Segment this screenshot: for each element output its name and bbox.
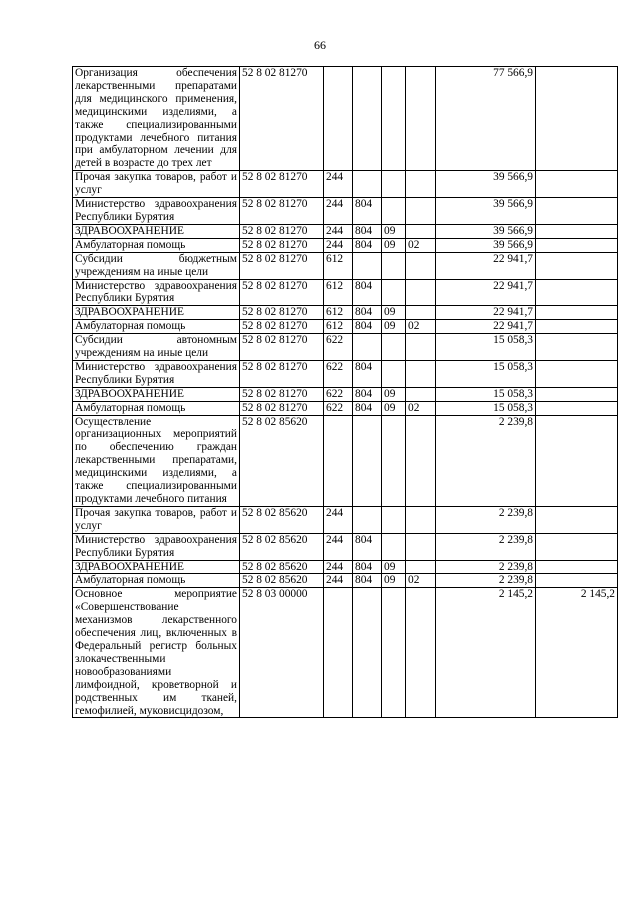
amount-first-year: 15 058,3 bbox=[436, 387, 536, 401]
page-number: 66 bbox=[314, 38, 326, 52]
ministry-code bbox=[353, 415, 382, 506]
amount-second-year bbox=[536, 320, 618, 334]
row-name: Амбулаторная помощь bbox=[73, 574, 240, 588]
amount-second-year bbox=[536, 560, 618, 574]
expense-type-code: 622 bbox=[324, 360, 353, 387]
amount-second-year bbox=[536, 533, 618, 560]
amount-first-year: 2 145,2 bbox=[436, 588, 536, 718]
expense-type-code: 244 bbox=[324, 533, 353, 560]
expense-type-code: 244 bbox=[324, 198, 353, 225]
subsection-code bbox=[406, 533, 436, 560]
budget-table bbox=[72, 66, 618, 718]
amount-first-year: 39 566,9 bbox=[436, 224, 536, 238]
target-article-code: 52 8 02 85620 bbox=[240, 506, 324, 533]
amount-second-year bbox=[536, 334, 618, 361]
target-article-code: 52 8 03 00000 bbox=[240, 588, 324, 718]
row-name: Амбулаторная помощь bbox=[73, 401, 240, 415]
section-code: 09 bbox=[382, 238, 406, 252]
row-name: ЗДРАВООХРАНЕНИЕ bbox=[73, 387, 240, 401]
table-row bbox=[73, 279, 618, 306]
amount-first-year: 15 058,3 bbox=[436, 401, 536, 415]
row-name: Амбулаторная помощь bbox=[73, 238, 240, 252]
target-article-code: 52 8 02 81270 bbox=[240, 198, 324, 225]
subsection-code bbox=[406, 279, 436, 306]
ministry-code bbox=[353, 252, 382, 279]
amount-second-year bbox=[536, 67, 618, 171]
row-name: ЗДРАВООХРАНЕНИЕ bbox=[73, 306, 240, 320]
ministry-code bbox=[353, 588, 382, 718]
amount-first-year: 22 941,7 bbox=[436, 320, 536, 334]
amount-first-year: 77 566,9 bbox=[436, 67, 536, 171]
amount-second-year: 2 145,2 bbox=[536, 588, 618, 718]
expense-type-code: 244 bbox=[324, 560, 353, 574]
table-row bbox=[73, 360, 618, 387]
expense-type-code: 244 bbox=[324, 506, 353, 533]
expense-type-code: 622 bbox=[324, 387, 353, 401]
amount-second-year bbox=[536, 224, 618, 238]
table-row bbox=[73, 320, 618, 334]
amount-second-year bbox=[536, 401, 618, 415]
amount-first-year: 2 239,8 bbox=[436, 506, 536, 533]
ministry-code: 804 bbox=[353, 401, 382, 415]
ministry-code: 804 bbox=[353, 574, 382, 588]
ministry-code bbox=[353, 67, 382, 171]
row-name: Министерство здравоохранения Республики Бурятия bbox=[73, 279, 240, 306]
subsection-code: 02 bbox=[406, 320, 436, 334]
amount-second-year bbox=[536, 506, 618, 533]
ministry-code: 804 bbox=[353, 360, 382, 387]
amount-second-year bbox=[536, 387, 618, 401]
subsection-code bbox=[406, 560, 436, 574]
target-article-code: 52 8 02 85620 bbox=[240, 415, 324, 506]
row-name: Субсидии автономным учреждениям на иные цели bbox=[73, 334, 240, 361]
amount-second-year bbox=[536, 306, 618, 320]
expense-type-code: 244 bbox=[324, 224, 353, 238]
subsection-code bbox=[406, 506, 436, 533]
section-code bbox=[382, 415, 406, 506]
amount-second-year bbox=[536, 574, 618, 588]
table-row bbox=[73, 171, 618, 198]
subsection-code bbox=[406, 387, 436, 401]
table-row bbox=[73, 67, 618, 171]
ministry-code: 804 bbox=[353, 533, 382, 560]
ministry-code: 804 bbox=[353, 320, 382, 334]
section-code: 09 bbox=[382, 320, 406, 334]
subsection-code bbox=[406, 67, 436, 171]
amount-first-year: 15 058,3 bbox=[436, 360, 536, 387]
subsection-code: 02 bbox=[406, 238, 436, 252]
expense-type-code: 622 bbox=[324, 401, 353, 415]
ministry-code: 804 bbox=[353, 224, 382, 238]
amount-first-year: 22 941,7 bbox=[436, 252, 536, 279]
section-code bbox=[382, 171, 406, 198]
target-article-code: 52 8 02 81270 bbox=[240, 401, 324, 415]
amount-first-year: 39 566,9 bbox=[436, 171, 536, 198]
target-article-code: 52 8 02 81270 bbox=[240, 306, 324, 320]
amount-second-year bbox=[536, 252, 618, 279]
expense-type-code: 612 bbox=[324, 279, 353, 306]
expense-type-code: 612 bbox=[324, 252, 353, 279]
row-name: Министерство здравоохранения Республики Бурятия bbox=[73, 360, 240, 387]
table-row bbox=[73, 560, 618, 574]
target-article-code: 52 8 02 85620 bbox=[240, 574, 324, 588]
ministry-code bbox=[353, 506, 382, 533]
row-name: Министерство здравоохранения Республики Бурятия bbox=[73, 198, 240, 225]
expense-type-code bbox=[324, 588, 353, 718]
table-row bbox=[73, 533, 618, 560]
target-article-code: 52 8 02 85620 bbox=[240, 533, 324, 560]
table-row bbox=[73, 506, 618, 533]
target-article-code: 52 8 02 81270 bbox=[240, 279, 324, 306]
subsection-code bbox=[406, 360, 436, 387]
ministry-code bbox=[353, 334, 382, 361]
target-article-code: 52 8 02 85620 bbox=[240, 560, 324, 574]
expense-type-code: 244 bbox=[324, 238, 353, 252]
subsection-code bbox=[406, 415, 436, 506]
subsection-code: 02 bbox=[406, 574, 436, 588]
subsection-code bbox=[406, 252, 436, 279]
subsection-code bbox=[406, 198, 436, 225]
amount-second-year bbox=[536, 360, 618, 387]
amount-first-year: 22 941,7 bbox=[436, 279, 536, 306]
target-article-code: 52 8 02 81270 bbox=[240, 67, 324, 171]
target-article-code: 52 8 02 81270 bbox=[240, 360, 324, 387]
subsection-code: 02 bbox=[406, 401, 436, 415]
amount-first-year: 22 941,7 bbox=[436, 306, 536, 320]
amount-first-year: 39 566,9 bbox=[436, 198, 536, 225]
section-code bbox=[382, 198, 406, 225]
amount-first-year: 39 566,9 bbox=[436, 238, 536, 252]
expense-type-code bbox=[324, 415, 353, 506]
section-code bbox=[382, 506, 406, 533]
amount-second-year bbox=[536, 279, 618, 306]
ministry-code: 804 bbox=[353, 306, 382, 320]
table-row bbox=[73, 252, 618, 279]
table-row bbox=[73, 198, 618, 225]
table-row bbox=[73, 415, 618, 506]
row-name: Субсидии бюджетным учреждениям на иные цели bbox=[73, 252, 240, 279]
section-code: 09 bbox=[382, 387, 406, 401]
ministry-code: 804 bbox=[353, 387, 382, 401]
row-name: Основное мероприятие «Совершенствование механизмов лекарственного обеспечения лиц, включенных в Федеральный регистр больных злокачественными новообразованиями лимфоидной, кроветворной и родственных им тканей, гемофилией, муковисцидозом, bbox=[73, 588, 240, 718]
table-row bbox=[73, 588, 618, 718]
target-article-code: 52 8 02 81270 bbox=[240, 320, 324, 334]
section-code bbox=[382, 334, 406, 361]
expense-type-code bbox=[324, 67, 353, 171]
expense-type-code: 612 bbox=[324, 306, 353, 320]
amount-second-year bbox=[536, 198, 618, 225]
subsection-code bbox=[406, 334, 436, 361]
section-code bbox=[382, 588, 406, 718]
section-code bbox=[382, 360, 406, 387]
subsection-code bbox=[406, 306, 436, 320]
amount-second-year bbox=[536, 238, 618, 252]
ministry-code: 804 bbox=[353, 198, 382, 225]
target-article-code: 52 8 02 81270 bbox=[240, 171, 324, 198]
table-row bbox=[73, 238, 618, 252]
table-row bbox=[73, 574, 618, 588]
amount-first-year: 2 239,8 bbox=[436, 560, 536, 574]
amount-first-year: 2 239,8 bbox=[436, 533, 536, 560]
target-article-code: 52 8 02 81270 bbox=[240, 224, 324, 238]
amount-second-year bbox=[536, 415, 618, 506]
section-code: 09 bbox=[382, 306, 406, 320]
target-article-code: 52 8 02 81270 bbox=[240, 252, 324, 279]
table-row bbox=[73, 306, 618, 320]
amount-first-year: 15 058,3 bbox=[436, 334, 536, 361]
subsection-code bbox=[406, 224, 436, 238]
ministry-code: 804 bbox=[353, 238, 382, 252]
row-name: ЗДРАВООХРАНЕНИЕ bbox=[73, 560, 240, 574]
row-name: Амбулаторная помощь bbox=[73, 320, 240, 334]
expense-type-code: 622 bbox=[324, 334, 353, 361]
section-code bbox=[382, 279, 406, 306]
section-code bbox=[382, 67, 406, 171]
section-code: 09 bbox=[382, 224, 406, 238]
ministry-code: 804 bbox=[353, 279, 382, 306]
table-row bbox=[73, 334, 618, 361]
target-article-code: 52 8 02 81270 bbox=[240, 334, 324, 361]
expense-type-code: 612 bbox=[324, 320, 353, 334]
row-name: Организация обеспечения лекарственными препаратами для медицинского применения, медицинскими изделиями, а также специализированными продуктами лечебного питания при амбулаторном лечении для детей в возрасте до трех лет bbox=[73, 67, 240, 171]
section-code: 09 bbox=[382, 560, 406, 574]
ministry-code bbox=[353, 171, 382, 198]
section-code bbox=[382, 252, 406, 279]
ministry-code: 804 bbox=[353, 560, 382, 574]
row-name: Министерство здравоохранения Республики Бурятия bbox=[73, 533, 240, 560]
section-code bbox=[382, 533, 406, 560]
table-row bbox=[73, 224, 618, 238]
table-row bbox=[73, 401, 618, 415]
amount-second-year bbox=[536, 171, 618, 198]
target-article-code: 52 8 02 81270 bbox=[240, 238, 324, 252]
row-name: Прочая закупка товаров, работ и услуг bbox=[73, 506, 240, 533]
expense-type-code: 244 bbox=[324, 171, 353, 198]
row-name: ЗДРАВООХРАНЕНИЕ bbox=[73, 224, 240, 238]
subsection-code bbox=[406, 588, 436, 718]
subsection-code bbox=[406, 171, 436, 198]
amount-first-year: 2 239,8 bbox=[436, 574, 536, 588]
section-code: 09 bbox=[382, 401, 406, 415]
row-name: Прочая закупка товаров, работ и услуг bbox=[73, 171, 240, 198]
row-name: Осуществление организационных мероприятий по обеспечению граждан лекарственными препаратами, медицинскими изделиями, а также специализированными продуктами лечебного питания bbox=[73, 415, 240, 506]
target-article-code: 52 8 02 81270 bbox=[240, 387, 324, 401]
table-body bbox=[73, 67, 618, 718]
section-code: 09 bbox=[382, 574, 406, 588]
amount-first-year: 2 239,8 bbox=[436, 415, 536, 506]
expense-type-code: 244 bbox=[324, 574, 353, 588]
table-row bbox=[73, 387, 618, 401]
